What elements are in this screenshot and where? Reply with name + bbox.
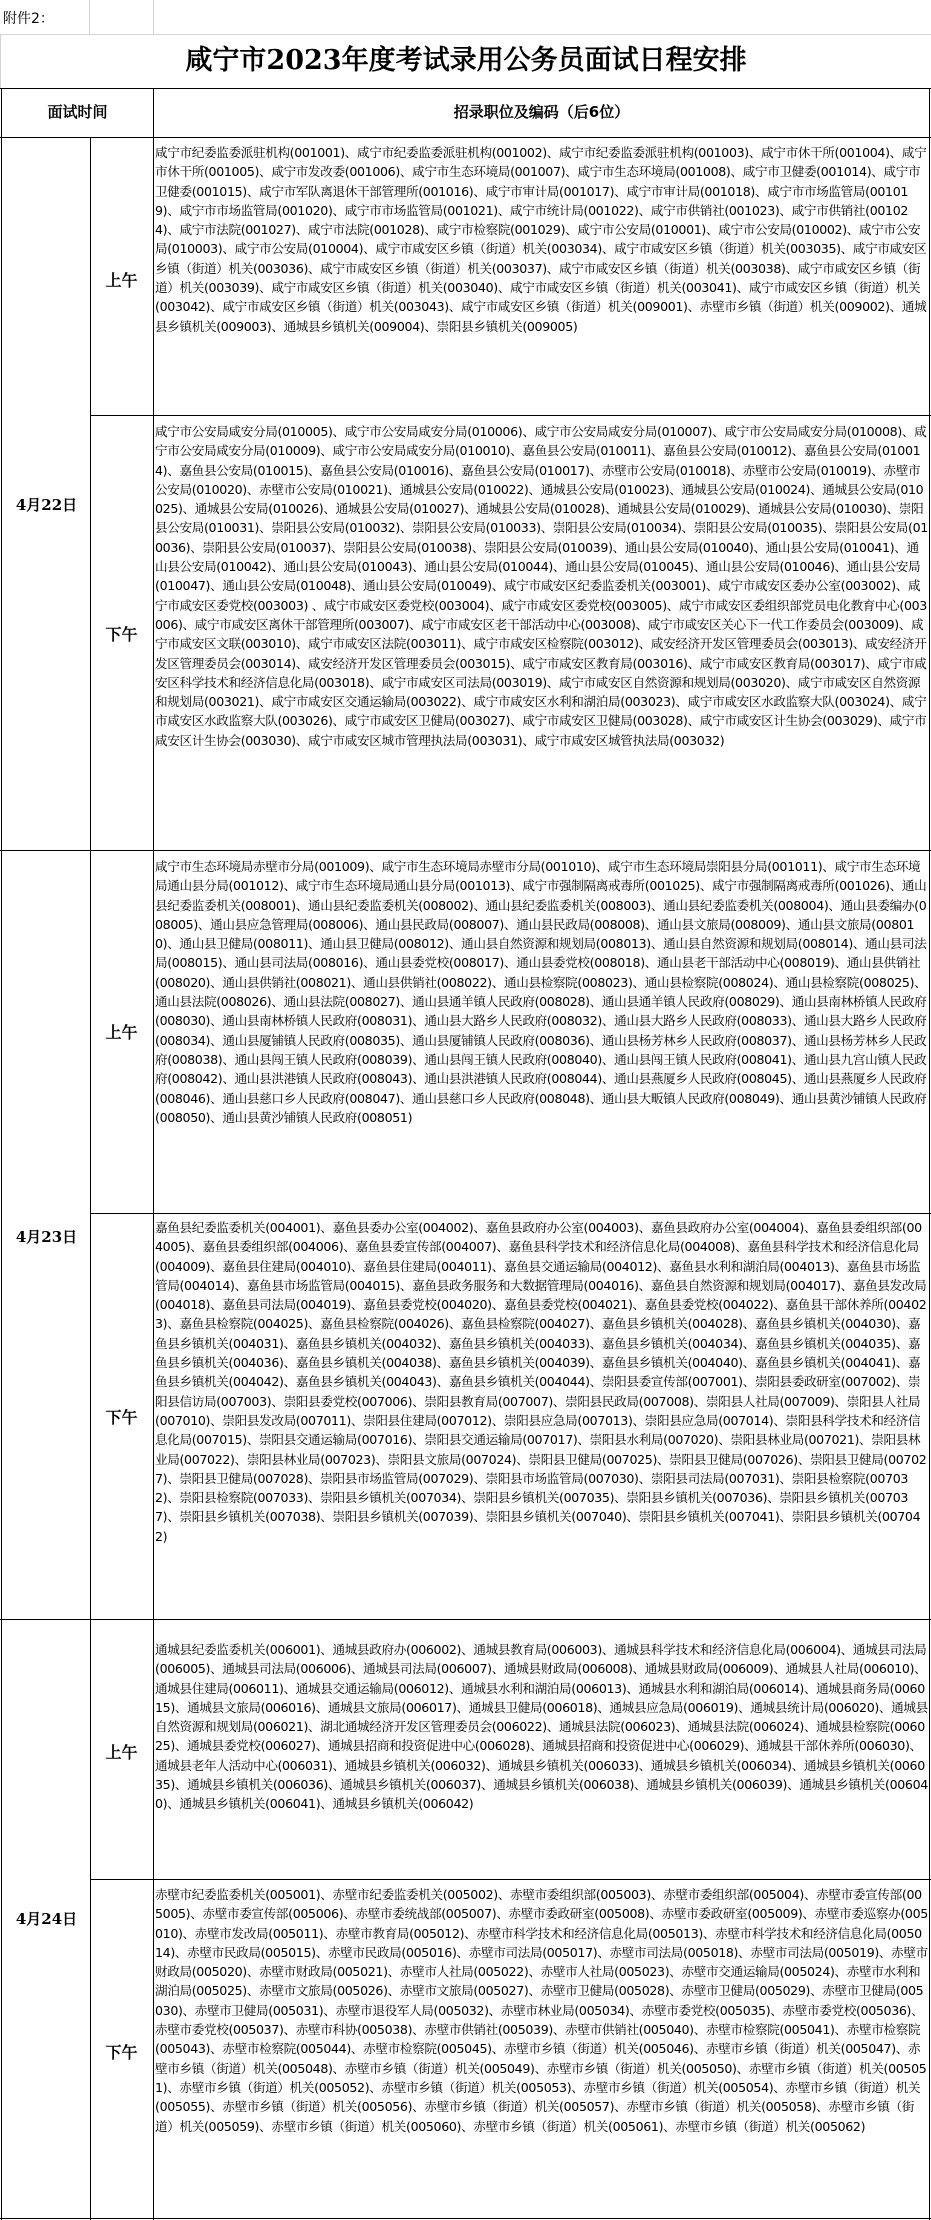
column-divider-date	[90, 137, 91, 2220]
date-apr-22: 4月22日	[15, 496, 78, 514]
table-border-left	[1, 88, 2, 2220]
period-morning: 上午	[105, 271, 138, 290]
positions-list: 咸宁市纪委监委派驻机构(001001)、咸宁市纪委监委派驻机构(001002)、咸宁市纪委监委派驻机构(001003)、咸宁市休干所(001004)、咸宁市休干所(001005)、咸宁市发改委(001006)、咸宁市生态环境局(001007)、咸宁市生态环境局(001008)、咸宁市卫健委(001014)、咸宁市卫健委(001015)、咸宁市军队离退休干部管理所(001016)、咸宁市审计局(001017)、咸宁市审计局(001018)、咸宁市市场监管局(001019)、咸宁市市场监管局(001020)、咸宁市市场监管局(001021)、咸宁市统计局(001022)、咸宁市供销社(001023)、咸宁市供销社(001024)、咸宁市法院(001027)、咸宁市法院(001028)、咸宁市检察院(001029)、咸宁市公安局(010001)、咸宁市公安局(010002)、咸宁市公安局(010003)、咸宁市公安局(010004)、咸宁市咸安区乡镇（街道）机关(003034)、咸宁市咸安区乡镇（街道）机关(003035)、咸宁市咸安区乡镇（街道）机关(003036)、咸宁市咸安区乡镇（街道）机关(003037)、咸宁市咸安区乡镇（街道）机关(003038)、咸宁市咸安区乡镇（街道）机关(003039)、咸宁市咸安区乡镇（街道）机关(003040)、咸宁市咸安区乡镇（街道）机关(003041)、咸宁市咸安区乡镇（街道）机关(003042)、咸宁市咸安区乡镇（街道）机关(003043)、咸宁市咸安区乡镇（街道）机关(009001)、赤壁市乡镇（街道）机关(009002)、通城县乡镇机关(009003)、通城县乡镇机关(009004)、崇阳县乡镇机关(009005)	[155, 145, 927, 334]
header-divider	[0, 137, 931, 138]
positions-list: 赤壁市纪委监委机关(005001)、赤壁市纪委监委机关(005002)、赤壁市委组织部(005003)、赤壁市委组织部(005004)、赤壁市委宣传部(005005)、赤壁市委宣传部(005006)、赤壁市委统战部(005007)、赤壁市委政研室(005008)、赤壁市委政研室(005009)、赤壁市委巡察办(005010)、赤壁市发改局(005011)、赤壁市教育局(005012)、赤壁市科学技术和经济信息化局(005013)、赤壁市科学技术和经济信息化局(005014)、赤壁市民政局(005015)、赤壁市民政局(005016)、赤壁市司法局(005017)、赤壁市司法局(005018)、赤壁市司法局(005019)、赤壁市财政局(005020)、赤壁市财政局(005021)、赤壁市人社局(005022)、赤壁市人社局(005023)、赤壁市交通运输局(005024)、赤壁市水利和湖泊局(005025)、赤壁市文旅局(005026)、赤壁市文旅局(005027)、赤壁市卫健局(005028)、赤壁市卫健局(005029)、赤壁市卫健局(005030)、赤壁市卫健局(005031)、赤壁市退役军人局(005032)、赤壁市林业局(005034)、赤壁市委党校(005035)、赤壁市委党校(005036)、赤壁市委党校(005037)、赤壁市科协(005038)、赤壁市供销社(005039)、赤壁市供销社(005040)、赤壁市检察院(005041)、赤壁市检察院(005043)、赤壁市检察院(005044)、赤壁市检察院(005045)、赤壁市乡镇（街道）机关(005046)、赤壁市乡镇（街道）机关(005047)、赤壁市乡镇（街道）机关(005048)、赤壁市乡镇（街道）机关(005049)、赤壁市乡镇（街道）机关(005050)、赤壁市乡镇（街道）机关(005051)、赤壁市乡镇（街道）机关(005052)、赤壁市乡镇（街道）机关(005053)、赤壁市乡镇（街道）机关(005054)、赤壁市乡镇（街道）机关(005055)、赤壁市乡镇（街道）机关(005056)、赤壁市乡镇（街道）机关(005057)、赤壁市乡镇（街道）机关(005058)、赤壁市乡镇（街道）机关(005059)、赤壁市乡镇（街道）机关(005060)、赤壁市乡镇（街道）机关(005061)、赤壁市乡镇（街道）机关(005062)	[155, 1887, 928, 2134]
period-afternoon: 下午	[105, 1408, 138, 1427]
header-interview-time: 面试时间	[47, 103, 108, 121]
period-morning: 上午	[105, 1023, 138, 1042]
table-border-right	[929, 88, 930, 2220]
positions-list: 嘉鱼县纪委监委机关(004001)、嘉鱼县委办公室(004002)、嘉鱼县政府办公室(004003)、嘉鱼县政府办公室(004004)、嘉鱼县委组织部(004005)、嘉鱼县委组织部(004006)、嘉鱼县委宣传部(004007)、嘉鱼县科学技术和经济信息化局(004008)、嘉鱼县科学技术和经济信息化局(004009)、嘉鱼县住建局(004010)、嘉鱼县住建局(004011)、嘉鱼县交通运输局(004012)、嘉鱼县水利和湖泊局(004013)、嘉鱼县市场监管局(004014)、嘉鱼县市场监管局(004015)、嘉鱼县政务服务和大数据管理局(004016)、嘉鱼县自然资源和规划局(004017)、嘉鱼县发改局(004018)、嘉鱼县司法局(004019)、嘉鱼县委党校(004020)、嘉鱼县委党校(004021)、嘉鱼县委党校(004022)、嘉鱼县干部休养所(004023)、嘉鱼县检察院(004025)、嘉鱼县检察院(004026)、嘉鱼县检察院(004027)、嘉鱼县乡镇机关(004028)、嘉鱼县乡镇机关(004030)、嘉鱼县乡镇机关(004031)、嘉鱼县乡镇机关(004032)、嘉鱼县乡镇机关(004033)、嘉鱼县乡镇机关(004034)、嘉鱼县乡镇机关(004035)、嘉鱼县乡镇机关(004036)、嘉鱼县乡镇机关(004038)、嘉鱼县乡镇机关(004039)、嘉鱼县乡镇机关(004040)、嘉鱼县乡镇机关(004041)、嘉鱼县乡镇机关(004042)、嘉鱼县乡镇机关(004043)、嘉鱼县乡镇机关(004044)、崇阳县委宣传部(007001)、崇阳县委政研室(007002)、崇阳县信访局(007003)、崇阳县委党校(007006)、崇阳县教育局(007007)、崇阳县民政局(007008)、崇阳县人社局(007009)、崇阳县人社局(007010)、崇阳县发改局(007011)、崇阳县住建局(007012)、崇阳县应急局(007013)、崇阳县应急局(007014)、崇阳县科学技术和经济信息化局(007015)、崇阳县交通运输局(007016)、崇阳县交通运输局(007017)、崇阳县水利局(007020)、崇阳县林业局(007021)、崇阳县林业局(007022)、崇阳县林业局(007023)、崇阳县文旅局(007024)、崇阳县卫健局(007025)、崇阳县卫健局(007026)、崇阳县卫健局(007027)、崇阳县卫健局(007028)、崇阳县市场监管局(007029)、崇阳县市场监管局(007030)、崇阳县司法局(007031)、崇阳县检察院(007032)、崇阳县检察院(007033)、崇阳县乡镇机关(007034)、崇阳县乡镇机关(007035)、崇阳县乡镇机关(007036)、崇阳县乡镇机关(007037)、崇阳县乡镇机关(007038)、崇阳县乡镇机关(007039)、崇阳县乡镇机关(007040)、崇阳县乡镇机关(007041)、崇阳县乡镇机关(007042)	[155, 1220, 927, 1544]
attachment-row	[0, 0, 931, 35]
empty-cell	[89, 0, 154, 34]
row-divider	[0, 1619, 931, 1620]
page-title: 咸宁市2023年度考试录用公务员面试日程安排	[0, 34, 931, 88]
row-divider	[0, 850, 931, 851]
date-apr-23: 4月23日	[15, 1228, 78, 1246]
header-positions: 招录职位及编码（后6位）	[453, 103, 630, 121]
positions-list: 咸宁市公安局咸安分局(010005)、咸宁市公安局咸安分局(010006)、咸宁市公安局咸安分局(010007)、咸宁市公安局咸安分局(010008)、咸宁市公安局咸安分局(010009)、咸宁市公安局咸安分局(010010)、嘉鱼县公安局(010011)、嘉鱼县公安局(010012)、嘉鱼县公安局(010014)、嘉鱼县公安局(010015)、嘉鱼县公安局(010016)、嘉鱼县公安局(010017)、赤壁市公安局(010018)、赤壁市公安局(010019)、赤壁市公安局(010020)、赤壁市公安局(010021)、通城县公安局(010022)、通城县公安局(010023)、通城县公安局(010024)、通城县公安局(010025)、通城县公安局(010026)、通城县公安局(010027)、通城县公安局(010028)、通城县公安局(010029)、通城县公安局(010030)、崇阳县公安局(010031)、崇阳县公安局(010032)、崇阳县公安局(010033)、崇阳县公安局(010034)、崇阳县公安局(010035)、崇阳县公安局(010036)、崇阳县公安局(010037)、崇阳县公安局(010038)、崇阳县公安局(010039)、通山县公安局(010040)、通山县公安局(010041)、通山县公安局(010042)、通山县公安局(010043)、通山县公安局(010044)、通山县公安局(010045)、通山县公安局(010046)、通山县公安局(010047)、通山县公安局(010048)、通山县公安局(010049)、咸宁市咸安区纪委监委机关(003001)、咸宁市咸安区委办公室(003002)、咸宁市咸安区委党校(003003) 、咸宁市咸安区委党校(003004)、咸宁市咸安区委党校(003005)、咸宁市咸安区委组织部党员电化教育中心(003006)、咸宁市咸安区离休干部管理所(003007)、咸宁市咸安区老干部活动中心(003008)、咸宁市咸安区关心下一代工作委员会(003009)、咸宁市咸安区文联(003010)、咸宁市咸安区法院(003011)、咸宁市咸安区检察院(003012)、咸安经济开发区管理委员会(003013)、咸安经济开发区管理委员会(003014)、咸安经济开发区管理委员会(003015)、咸宁市咸安区教育局(003016)、咸宁市咸安区教育局(003017)、咸宁市咸安区科学技术和经济信息化局(003018)、咸宁市咸安区司法局(003019)、咸宁市咸安区自然资源和规划局(003020)、咸宁市咸安区自然资源和规划局(003021)、咸宁市咸安区交通运输局(003022)、咸宁市咸安区水利和湖泊局(003023)、咸宁市咸安区水政监察大队(003024)、咸宁市咸安区水政监察大队(003026)、咸宁市咸安区卫健局(003027)、咸宁市咸安区卫健局(003028)、咸宁市咸安区计生协会(003029)、咸宁市咸安区计生协会(003030)、咸宁市咸安区城市管理执法局(003031)、咸宁市咸安区城管执法局(003032)	[155, 424, 928, 748]
period-morning: 上午	[105, 1743, 138, 1762]
attachment-cell	[0, 0, 90, 34]
table-border-bottom	[0, 2218, 931, 2219]
positions-list: 咸宁市生态环境局赤壁市分局(001009)、咸宁市生态环境局赤壁市分局(001010)、咸宁市生态环境局崇阳县分局(001011)、咸宁市生态环境局通山县分局(001012)、咸宁市生态环境局通山县分局(001013)、咸宁市强制隔离戒毒所(001025)、咸宁市强制隔离戒毒所(001026)、通山县纪委监委机关(008001)、通山县纪委监委机关(008002)、通山县纪委监委机关(008003)、通山县纪委监委机关(008004)、通山县委编办(008005)、通山县应急管理局(008006)、通山县民政局(008007)、通山县民政局(008008)、通山县文旅局(008009)、通山县文旅局(008010)、通山县卫健局(008011)、通山县卫健局(008012)、通山县自然资源和规划局(008013)、通山县自然资源和规划局(008014)、通山县司法局(008015)、通山县司法局(008016)、通山县委党校(008017)、通山县委党校(008018)、通山县老干部活动中心(008019)、通山县供销社(008020)、通山县供销社(008021)、通山县供销社(008022)、通山县检察院(008023)、通山县检察院(008024)、通山县检察院(008025)、通山县法院(008026)、通山县法院(008027)、通山县通羊镇人民政府(008028)、通山县通羊镇人民政府(008029)、通山县南林桥镇人民政府(008030)、通山县南林桥镇人民政府(008031)、通山县大路乡人民政府(008032)、通山县大路乡人民政府(008033)、通山县大路乡人民政府(008034)、通山县厦铺镇人民政府(008035)、通山县厦铺镇人民政府(008036)、通山县杨芳林乡人民政府(008037)、通山县杨芳林乡人民政府(008038)、通山县闯王镇人民政府(008039)、通山县闯王镇人民政府(008040)、通山县闯王镇人民政府(008041)、通山县九宫山镇人民政府(008042)、通山县洪港镇人民政府(008043)、通山县洪港镇人民政府(008044)、通山县燕厦乡人民政府(008045)、通山县燕厦乡人民政府(008046)、通山县慈口乡人民政府(008047)、通山县慈口乡人民政府(008048)、通山县大畈镇人民政府(008049)、通山县黄沙铺镇人民政府(008050)、通山县黄沙铺镇人民政府(008051)	[155, 859, 927, 1125]
date-apr-24: 4月24日	[15, 1910, 78, 1928]
period-afternoon: 下午	[105, 625, 138, 644]
positions-list: 通城县纪委监委机关(006001)、通城县政府办(006002)、通城县教育局(006003)、通城县科学技术和经济信息化局(006004)、通城县司法局(006005)、通城县司法局(006006)、通城县司法局(006007)、通城县财政局(006008)、通城县财政局(006009)、通城县人社局(006010)、通城县住建局(006011)、通城县交通运输局(006012)、通城县水利和湖泊局(006013)、通城县水利和湖泊局(006014)、通城县商务局(006015)、通城县文旅局(006016)、通城县文旅局(006017)、通城县卫健局(006018)、通城县应急局(006019)、通城县统计局(006020)、通城县自然资源和规划局(006021)、湖北通城经济开发区管理委员会(006022)、通城县法院(006023)、通城县法院(006024)、通城县检察院(006025)、通城县委党校(006027)、通城县招商和投资促进中心(006028)、通城县招商和投资促进中心(006029)、通城县干部休养所(006030)、通城县老年人活动中心(006031)、通城县乡镇机关(006032)、通城县乡镇机关(006033)、通城县乡镇机关(006034)、通城县乡镇机关(006035)、通城县乡镇机关(006036)、通城县乡镇机关(006037)、通城县乡镇机关(006038)、通城县乡镇机关(006039)、通城县乡镇机关(006040)、通城县乡镇机关(006041)、通城县乡镇机关(006042)	[155, 1642, 928, 1812]
period-afternoon: 下午	[105, 2043, 138, 2062]
column-divider-period	[153, 88, 154, 2220]
attachment-label: 附件2：	[3, 11, 54, 27]
row-divider	[90, 415, 931, 416]
row-divider	[90, 1879, 931, 1880]
row-divider	[90, 1213, 931, 1214]
